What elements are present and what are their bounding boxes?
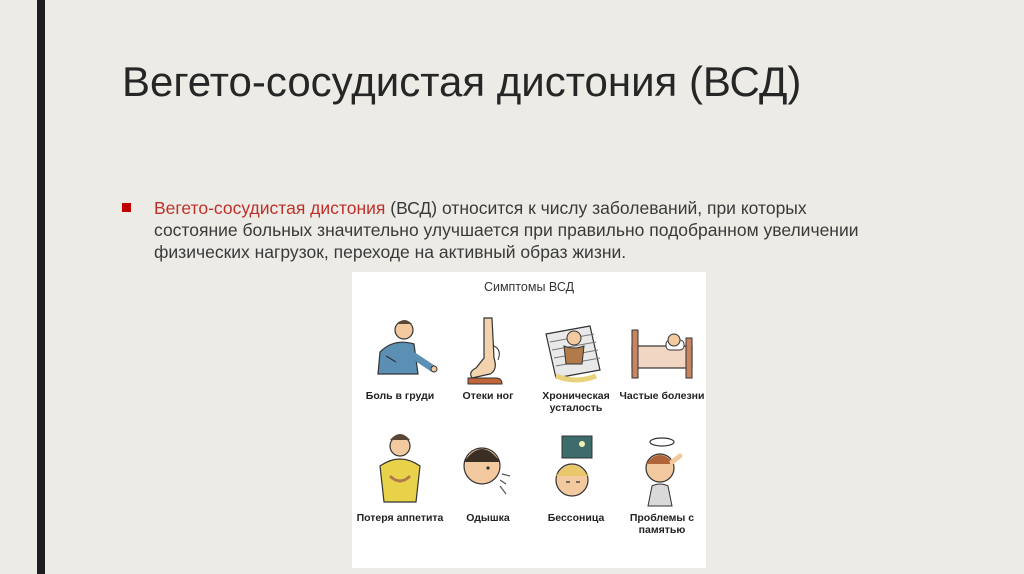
symptom-shortness-of-breath [444, 432, 532, 524]
symptoms-title: Симптомы ВСД [483, 280, 575, 294]
symptom-fatigue [532, 316, 620, 414]
appetite-loss-icon [360, 432, 440, 510]
symptom-label: Отеки ног [462, 390, 514, 402]
symptom-memory-problems [618, 432, 706, 536]
symptom-leg-swelling [444, 316, 532, 402]
insomnia-icon [536, 432, 616, 510]
symptom-label: Одышка [466, 512, 510, 524]
bullet-highlight: Вегето-сосудистая дистония [154, 198, 386, 218]
symptom-appetite-loss [356, 432, 444, 524]
bullet-square-icon [122, 203, 131, 212]
symptoms-image [352, 272, 706, 568]
memory-problems-icon [622, 432, 702, 510]
slide-title: Вегето-сосудистая дистония (ВСД) [122, 58, 802, 105]
bullet-rest: (ВСД) относится к числу заболеваний, при которых состояние больных значительно улучшается при правильно подобранном увеличении физических нагрузок, переходе на активный образ жизни. [154, 198, 859, 262]
bullet-text [154, 197, 882, 263]
fatigue-icon [536, 316, 616, 388]
leg-swelling-icon [448, 316, 528, 388]
symptom-frequent-illness [618, 316, 706, 402]
symptom-insomnia [532, 432, 620, 524]
sick-in-bed-icon [622, 316, 702, 388]
symptom-label: Потеря аппетита [356, 512, 444, 524]
shortness-of-breath-icon [448, 432, 528, 510]
left-accent-bar [37, 0, 45, 574]
symptom-label: Хроническая усталость [542, 390, 610, 414]
chest-pain-icon [360, 316, 440, 388]
symptom-chest-pain [356, 316, 444, 402]
symptom-label: Частые болезни [619, 390, 705, 402]
bullet-item [122, 197, 882, 263]
symptom-label: Проблемы с памятью [629, 512, 695, 536]
symptom-label: Бессоница [547, 512, 605, 524]
symptom-label: Боль в груди [365, 390, 435, 402]
